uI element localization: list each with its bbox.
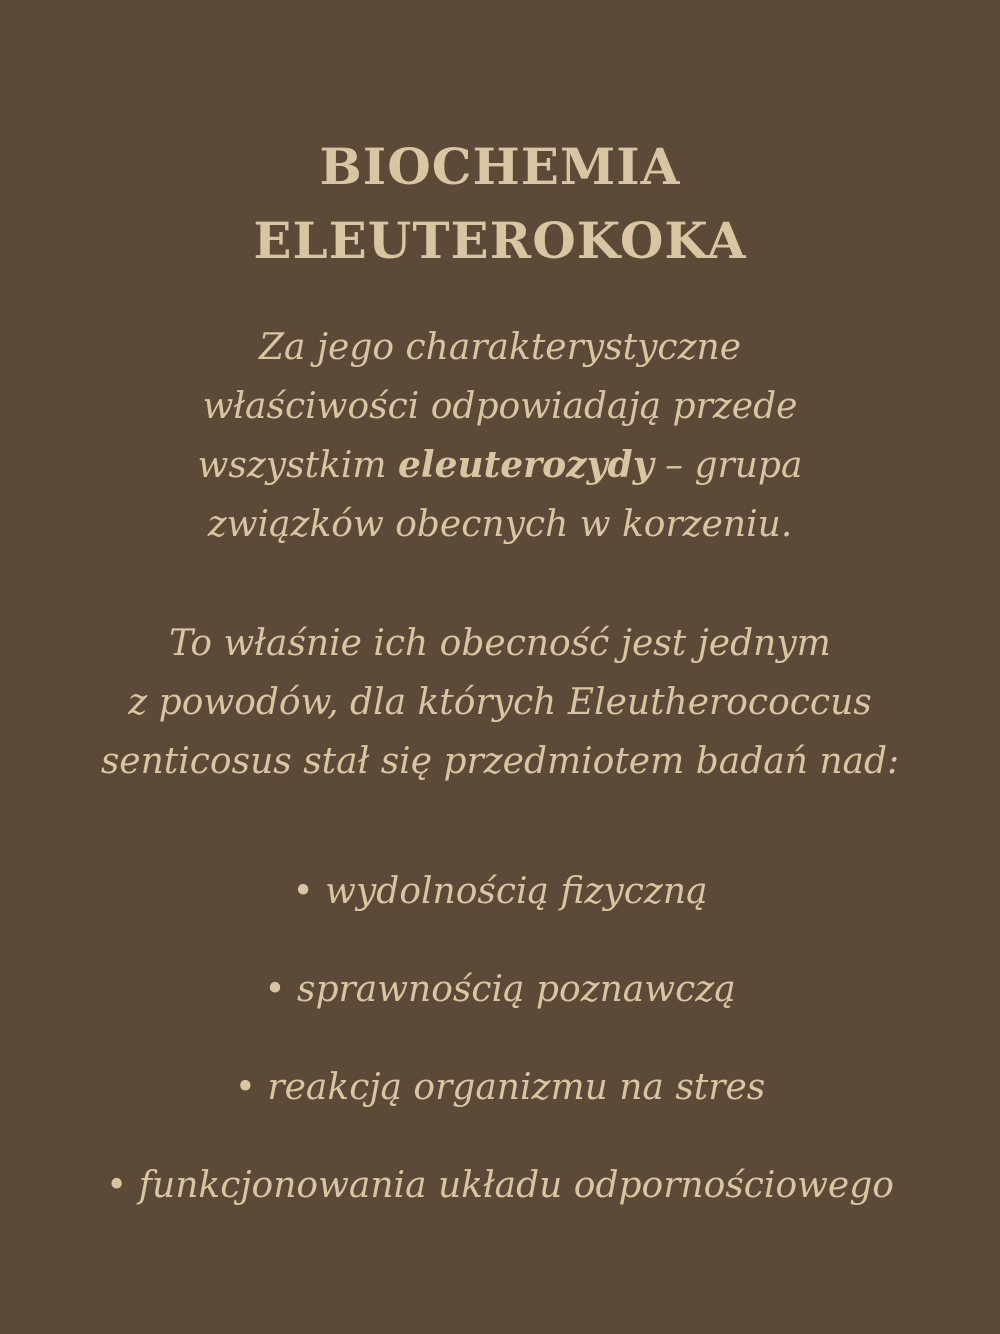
list-item: • reakcją organizmu na stres [234, 1067, 766, 1108]
title-line-1: BIOCHEMIA [319, 137, 681, 196]
intro-line-4: związków obecnych w korzeniu. [207, 504, 793, 545]
research-line-3: senticosus stał się przedmiotem badań nad: [100, 741, 900, 782]
list-item: • sprawnością poznawczą [264, 969, 736, 1010]
research-line-2: z powodów, dla których Eleutherococcus [128, 682, 872, 723]
list-item: • wydolnością fizyczną [292, 871, 708, 912]
intro-line-3 [0, 436, 1000, 495]
research-paragraph [0, 614, 1000, 791]
intro-line-3-start: wszystkim [197, 445, 398, 486]
list-item: • funkcjonowania układu odpornościowego [106, 1165, 894, 1206]
title-line-2: ELEUTEROKOKA [253, 211, 747, 270]
intro-paragraph [0, 318, 1000, 554]
research-line-1: To właśnie ich obecność jest jednym [169, 623, 831, 664]
intro-line-3-end: – grupa [653, 445, 803, 486]
intro-line-1: Za jego charakterystyczne [258, 327, 742, 368]
research-areas-list [0, 862, 1000, 1254]
highlighted-term: eleuterozydy [397, 444, 654, 486]
intro-line-2: właściwości odpowiadają przede [202, 386, 798, 427]
page-title [0, 130, 1000, 278]
